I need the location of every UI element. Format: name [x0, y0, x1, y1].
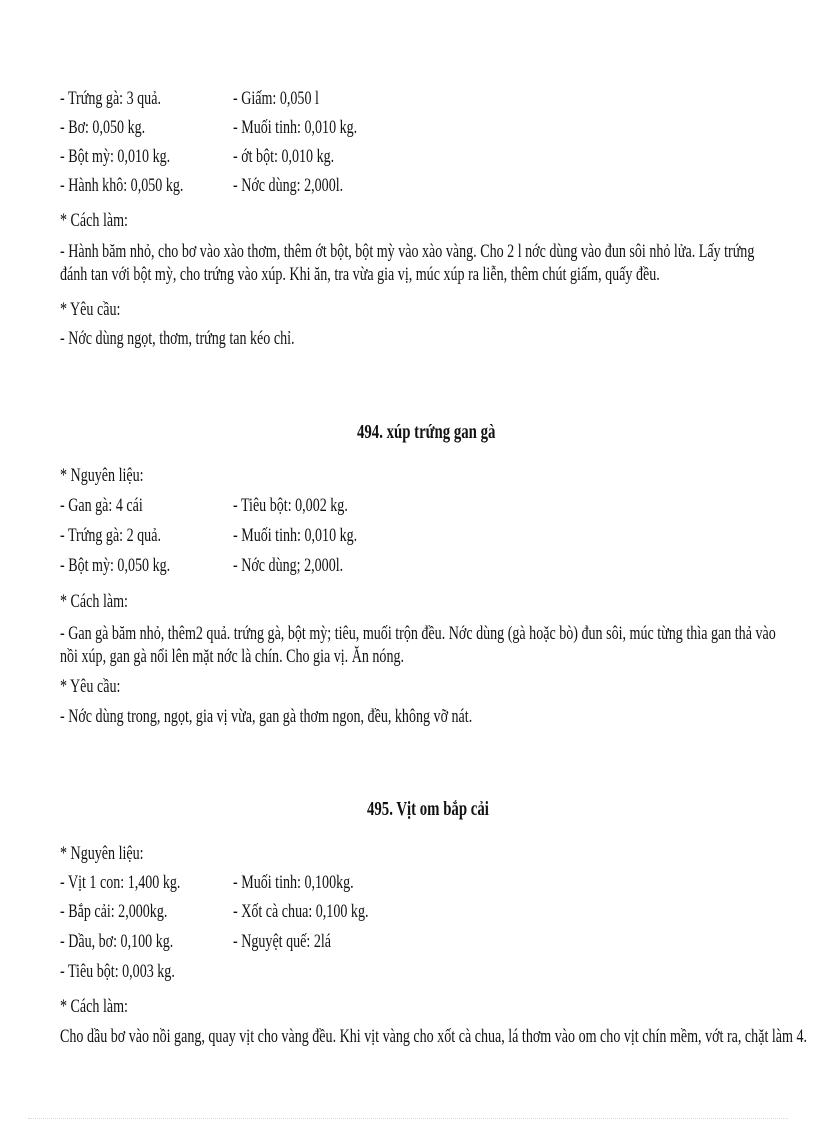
- requirement-heading: * Yêu cầu:: [60, 676, 121, 697]
- ingredient-item: - Nớc dùng: 2,000l.: [233, 175, 344, 196]
- ingredient-item: - Tiêu bột: 0,002 kg.: [233, 495, 348, 516]
- ingredient-item: - Muối tinh: 0,010 kg.: [233, 525, 358, 546]
- recipe-title: 494. xúp trứng gan gà: [357, 421, 496, 443]
- ingredients-heading: * Nguyên liệu:: [60, 465, 144, 486]
- ingredients-heading: * Nguyên liệu:: [60, 843, 144, 864]
- ingredient-item: - Muối tinh: 0,100kg.: [233, 872, 354, 893]
- ingredient-item: - Muối tinh: 0,010 kg.: [233, 117, 358, 138]
- requirement-heading: * Yêu cầu:: [60, 299, 121, 320]
- ingredient-item: - Bột mỳ: 0,010 kg.: [60, 146, 171, 167]
- method-heading: * Cách làm:: [60, 210, 128, 231]
- ingredient-item: - ớt bột: 0,010 kg.: [233, 146, 335, 167]
- ingredient-item: - Vịt 1 con: 1,400 kg.: [60, 872, 181, 893]
- method-heading: * Cách làm:: [60, 996, 128, 1017]
- recipe-title: 495. Vịt om bắp cải: [367, 798, 489, 820]
- ingredient-item: - Bơ: 0,050 kg.: [60, 117, 146, 138]
- ingredient-item: - Nguyệt quế: 2lá: [233, 931, 332, 952]
- ingredient-item: - Trứng gà: 3 quả.: [60, 88, 161, 109]
- method-heading: * Cách làm:: [60, 591, 128, 612]
- ingredient-item: - Giấm: 0,050 l: [233, 88, 319, 109]
- ingredient-item: - Xốt cà chua: 0,100 kg.: [233, 901, 369, 922]
- page-bottom-rule: [28, 1118, 788, 1119]
- method-text: - Gan gà băm nhỏ, thêm2 quả. trứng gà, bột mỳ; tiêu, muối trộn đều. Nớc dùng (gà hoặc bò) đun sôi, múc từng thìa gan thả vào nồi xúp, gan gà nổi lên mặt nớc là chín. Cho gia vị. Ăn nóng.: [60, 623, 776, 667]
- ingredient-item: - Dầu, bơ: 0,100 kg.: [60, 931, 174, 952]
- ingredient-item: - Gan gà: 4 cái: [60, 495, 143, 516]
- ingredient-item: - Tiêu bột: 0,003 kg.: [60, 961, 175, 982]
- ingredient-item: - Nớc dùng; 2,000l.: [233, 555, 344, 576]
- requirement-text: - Nớc dùng ngọt, thơm, trứng tan kéo chỉ.: [60, 328, 295, 349]
- ingredient-item: - Hành khô: 0,050 kg.: [60, 175, 184, 196]
- ingredient-item: - Bắp cải: 2,000kg.: [60, 901, 168, 922]
- requirement-text: - Nớc dùng trong, ngọt, gia vị vừa, gan gà thơm ngon, đều, không vỡ nát.: [60, 706, 473, 727]
- ingredient-item: - Bột mỳ: 0,050 kg.: [60, 555, 171, 576]
- ingredient-item: - Trứng gà: 2 quả.: [60, 525, 161, 546]
- method-text: - Hành băm nhỏ, cho bơ vào xào thơm, thêm ớt bột, bột mỳ vào xào vàng. Cho 2 l nớc dùng vào đun sôi nhỏ lửa. Lấy trứng đánh tan với bột mỳ, cho trứng vào xúp. Khi ăn, tra vừa gia vị, múc xúp ra liễn, thêm chút giấm, quấy đều.: [60, 241, 755, 285]
- method-text: Cho dầu bơ vào nồi gang, quay vịt cho vàng đều. Khi vịt vàng cho xốt cà chua, lá thơm vào om cho vịt chín mềm, vớt ra, chặt làm 4.: [60, 1026, 808, 1047]
